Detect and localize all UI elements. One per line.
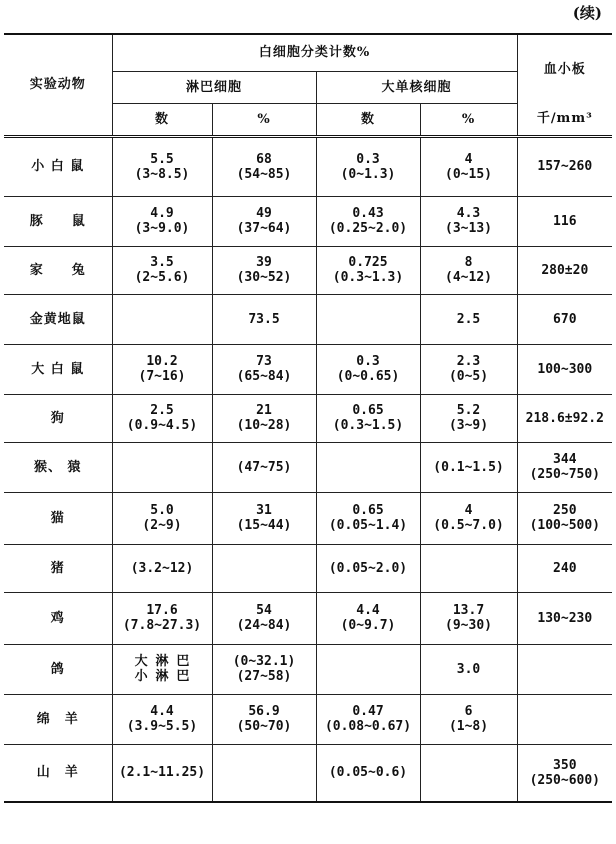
cell-range: (24~84) [236,618,292,633]
cell-value: 0.43 [352,206,384,221]
cell-range: (0~5) [448,369,489,384]
lymph-pct-cell [212,196,316,246]
mono-count-cell [316,644,420,694]
lymph-pct-cell [212,694,316,744]
animal-cell: 豚 鼠 [4,196,112,246]
mono-pct-cell [420,644,517,694]
cell-range: (0.3~1.5) [332,418,404,433]
mono-count-cell [316,442,420,492]
cell-value: 350 [553,757,577,773]
cell-range: (0~1.3) [340,166,396,182]
cell-value: 2.5 [150,403,174,418]
lymph-pct-cell [212,644,316,694]
cell-value: 218.6±92.2 [525,410,604,426]
mono-count-cell [316,394,420,442]
mono-count-cell [316,344,420,394]
mono-count-cell [316,294,420,344]
cell-value: 670 [553,311,577,327]
platelet-cell [517,394,612,442]
mono-pct-cell [420,442,517,492]
cell-range: (1~8) [448,719,489,734]
mono-count-cell [316,136,420,196]
lymph-count-cell [112,394,212,442]
cell-value: 5.2 [456,403,481,418]
mono-count-cell [316,544,420,592]
cell-value: (3.2~12) [130,560,194,576]
animal-cell: 大 白 鼠 [4,344,112,394]
cell-value: 49 [256,206,272,221]
cell-range: (30~52) [236,270,292,285]
animal-cell: 金黄地鼠 [4,294,112,344]
cell-value: 116 [553,213,577,229]
mono-pct-cell [420,492,517,544]
mono-pct-cell [420,246,517,294]
cell-value: 4.4 [150,704,174,719]
cell-range: (3~13) [445,221,492,236]
cell-range: (0~15) [445,166,492,182]
lymph-count-cell [112,136,212,196]
cell-value: 0.725 [348,255,388,270]
header-mono-count: 数 [316,103,420,136]
header-mono-pct: % [420,103,517,136]
mono-count-cell [316,492,420,544]
cell-range: (50~70) [236,719,292,734]
cell-value: 2.5 [456,311,481,327]
cell-range: (0.25~2.0) [328,221,408,236]
cell-range: (10~28) [236,418,292,433]
lymph-pct-cell [212,442,316,492]
cell-range: (3.9~5.5) [126,719,198,734]
table-row [4,344,612,394]
cell-range: (2~9) [142,518,182,533]
table-row [4,136,612,196]
cell-value: 157~260 [537,159,593,174]
cell-value: 0.3 [356,151,380,167]
cell-range: (0.05~1.4) [328,518,408,533]
animal-cell: 家 兔 [4,246,112,294]
lymph-pct-cell [212,394,316,442]
mono-pct-cell [420,136,517,196]
mono-pct-cell [420,294,517,344]
cell-value: 4 [464,151,473,167]
mono-count-cell [316,744,420,802]
header-platelet-title: 血小板 [517,34,612,103]
cell-value: 21 [256,403,272,418]
platelet-cell [517,644,612,694]
lymph-count-cell [112,344,212,394]
cell-range: (37~64) [236,221,292,236]
animal-cell: 猴、 猿 [4,442,112,492]
table-row [4,744,612,802]
cell-value: 130~230 [537,610,593,626]
mono-count-cell [316,592,420,644]
lymph-pct-cell [212,294,316,344]
cell-value: 240 [553,560,577,576]
lymph-pct-cell [212,492,316,544]
table-body [4,136,612,802]
cell-value: (47~75) [236,459,292,475]
cell-value: 6 [464,704,473,719]
cell-value: 4.9 [150,206,174,221]
cell-value: 5.5 [150,151,174,167]
mono-pct-cell [420,394,517,442]
lymph-pct-cell [212,344,316,394]
animal-cell: 狗 [4,394,112,442]
lymph-count-cell [112,592,212,644]
cell-range: (0~0.65) [336,369,400,384]
platelet-cell [517,344,612,394]
cell-range: 小 淋 巴 [134,669,190,684]
table-row [4,246,612,294]
cell-range: (0.5~7.0) [433,518,504,533]
cell-range: (65~84) [236,369,292,384]
cell-value: 280±20 [541,262,589,278]
header-lymph-pct: % [212,103,316,136]
cell-value: 56.9 [248,704,280,719]
cell-value: 8 [464,255,473,270]
mono-pct-cell [420,344,517,394]
platelet-cell [517,136,612,196]
cell-value: 0.47 [352,704,384,719]
table-row [4,492,612,544]
lymph-count-cell [112,544,212,592]
cell-range: (3~8.5) [134,166,190,182]
cell-value: 4.4 [356,603,380,618]
cell-range: (3~9.0) [134,221,190,236]
lymph-pct-cell [212,136,316,196]
cell-value: 39 [256,255,272,270]
cell-range: (250~600) [529,772,601,788]
cell-value: 0.65 [352,503,384,518]
header-monocyte: 大单核细胞 [316,71,517,103]
animal-cell: 猫 [4,492,112,544]
cell-value: 3.0 [456,661,481,677]
lymph-pct-cell [212,246,316,294]
mono-count-cell [316,694,420,744]
cell-range: (250~750) [529,467,601,482]
lymph-count-cell [112,644,212,694]
animal-cell: 鸡 [4,592,112,644]
mono-pct-cell [420,744,517,802]
animal-cell: 绵 羊 [4,694,112,744]
cell-range: (2~5.6) [134,270,190,285]
cell-value: 2.3 [456,354,481,369]
cell-range: (9~30) [445,618,492,633]
cell-range: (4~12) [445,270,492,285]
cell-range: (0.9~4.5) [126,418,198,433]
cell-value: 4 [464,503,473,518]
cell-value: 100~300 [537,361,593,377]
mono-count-cell [316,246,420,294]
cell-range: (27~58) [236,669,292,684]
header-platelet-unit: 千/mm³ [517,103,612,136]
lymph-count-cell [112,694,212,744]
cell-range: (0~9.7) [340,618,396,633]
mono-pct-cell [420,592,517,644]
table-row [4,294,612,344]
animal-cell: 鸽 [4,644,112,694]
platelet-cell [517,196,612,246]
platelet-cell [517,694,612,744]
cell-value: 10.2 [146,354,178,369]
lymph-count-cell [112,246,212,294]
lymph-count-cell [112,442,212,492]
cell-value: 68 [256,151,272,167]
cell-range: (3~9) [448,418,489,433]
lymph-count-cell [112,492,212,544]
lymph-pct-cell [212,744,316,802]
table-row [4,196,612,246]
cell-value: (0.05~0.6) [328,765,408,781]
table-row [4,544,612,592]
cell-range: (15~44) [236,518,292,533]
cell-range: (0.08~0.67) [324,719,412,734]
cell-value: 250 [553,503,577,518]
platelet-cell [517,544,612,592]
platelet-cell [517,442,612,492]
lymph-count-cell [112,196,212,246]
cell-value: 13.7 [452,603,485,618]
platelet-cell [517,246,612,294]
header-animal: 实验动物 [4,34,112,136]
table-row [4,644,612,694]
header-lymphocyte: 淋巴细胞 [112,71,316,103]
animal-cell: 小 白 鼠 [4,136,112,196]
header-lymph-count: 数 [112,103,212,136]
cell-value: (2.1~11.25) [118,765,206,781]
cell-value: 344 [553,452,577,467]
cell-range: (7.8~27.3) [122,618,202,633]
table-row [4,394,612,442]
table-row [4,694,612,744]
cell-range: (54~85) [236,166,292,182]
cell-value: 31 [256,503,272,518]
platelet-cell [517,294,612,344]
cell-value: (0~32.1) [232,654,296,669]
mono-pct-cell [420,544,517,592]
cell-value: 54 [256,603,272,618]
cell-value: 大 淋 巴 [134,654,190,669]
mono-count-cell [316,196,420,246]
cell-value: 4.3 [456,206,481,221]
cell-value: 0.3 [356,354,380,369]
cell-value: 3.5 [150,255,174,270]
lymph-pct-cell [212,544,316,592]
mono-pct-cell [420,694,517,744]
cell-range: (100~500) [529,518,601,533]
cell-value: (0.05~2.0) [328,560,408,576]
header-wbc-group: 白细胞分类计数% [112,34,517,71]
platelet-cell [517,744,612,802]
continued-label: (续) [572,4,602,22]
animal-cell: 猪 [4,544,112,592]
cell-value: (0.1~1.5) [433,459,504,475]
cell-value: 73 [256,354,272,369]
cell-range: (0.3~1.3) [332,270,404,285]
animal-cell: 山 羊 [4,744,112,802]
table-row [4,592,612,644]
cell-range: (7~16) [138,369,186,384]
table-row [4,442,612,492]
blood-data-table [4,33,612,803]
lymph-count-cell [112,294,212,344]
cell-value: 73.5 [248,311,280,327]
mono-pct-cell [420,196,517,246]
lymph-pct-cell [212,592,316,644]
lymph-count-cell [112,744,212,802]
cell-value: 5.0 [150,503,174,518]
cell-value: 0.65 [352,403,384,418]
platelet-cell [517,492,612,544]
platelet-cell [517,592,612,644]
cell-value: 17.6 [146,603,178,618]
